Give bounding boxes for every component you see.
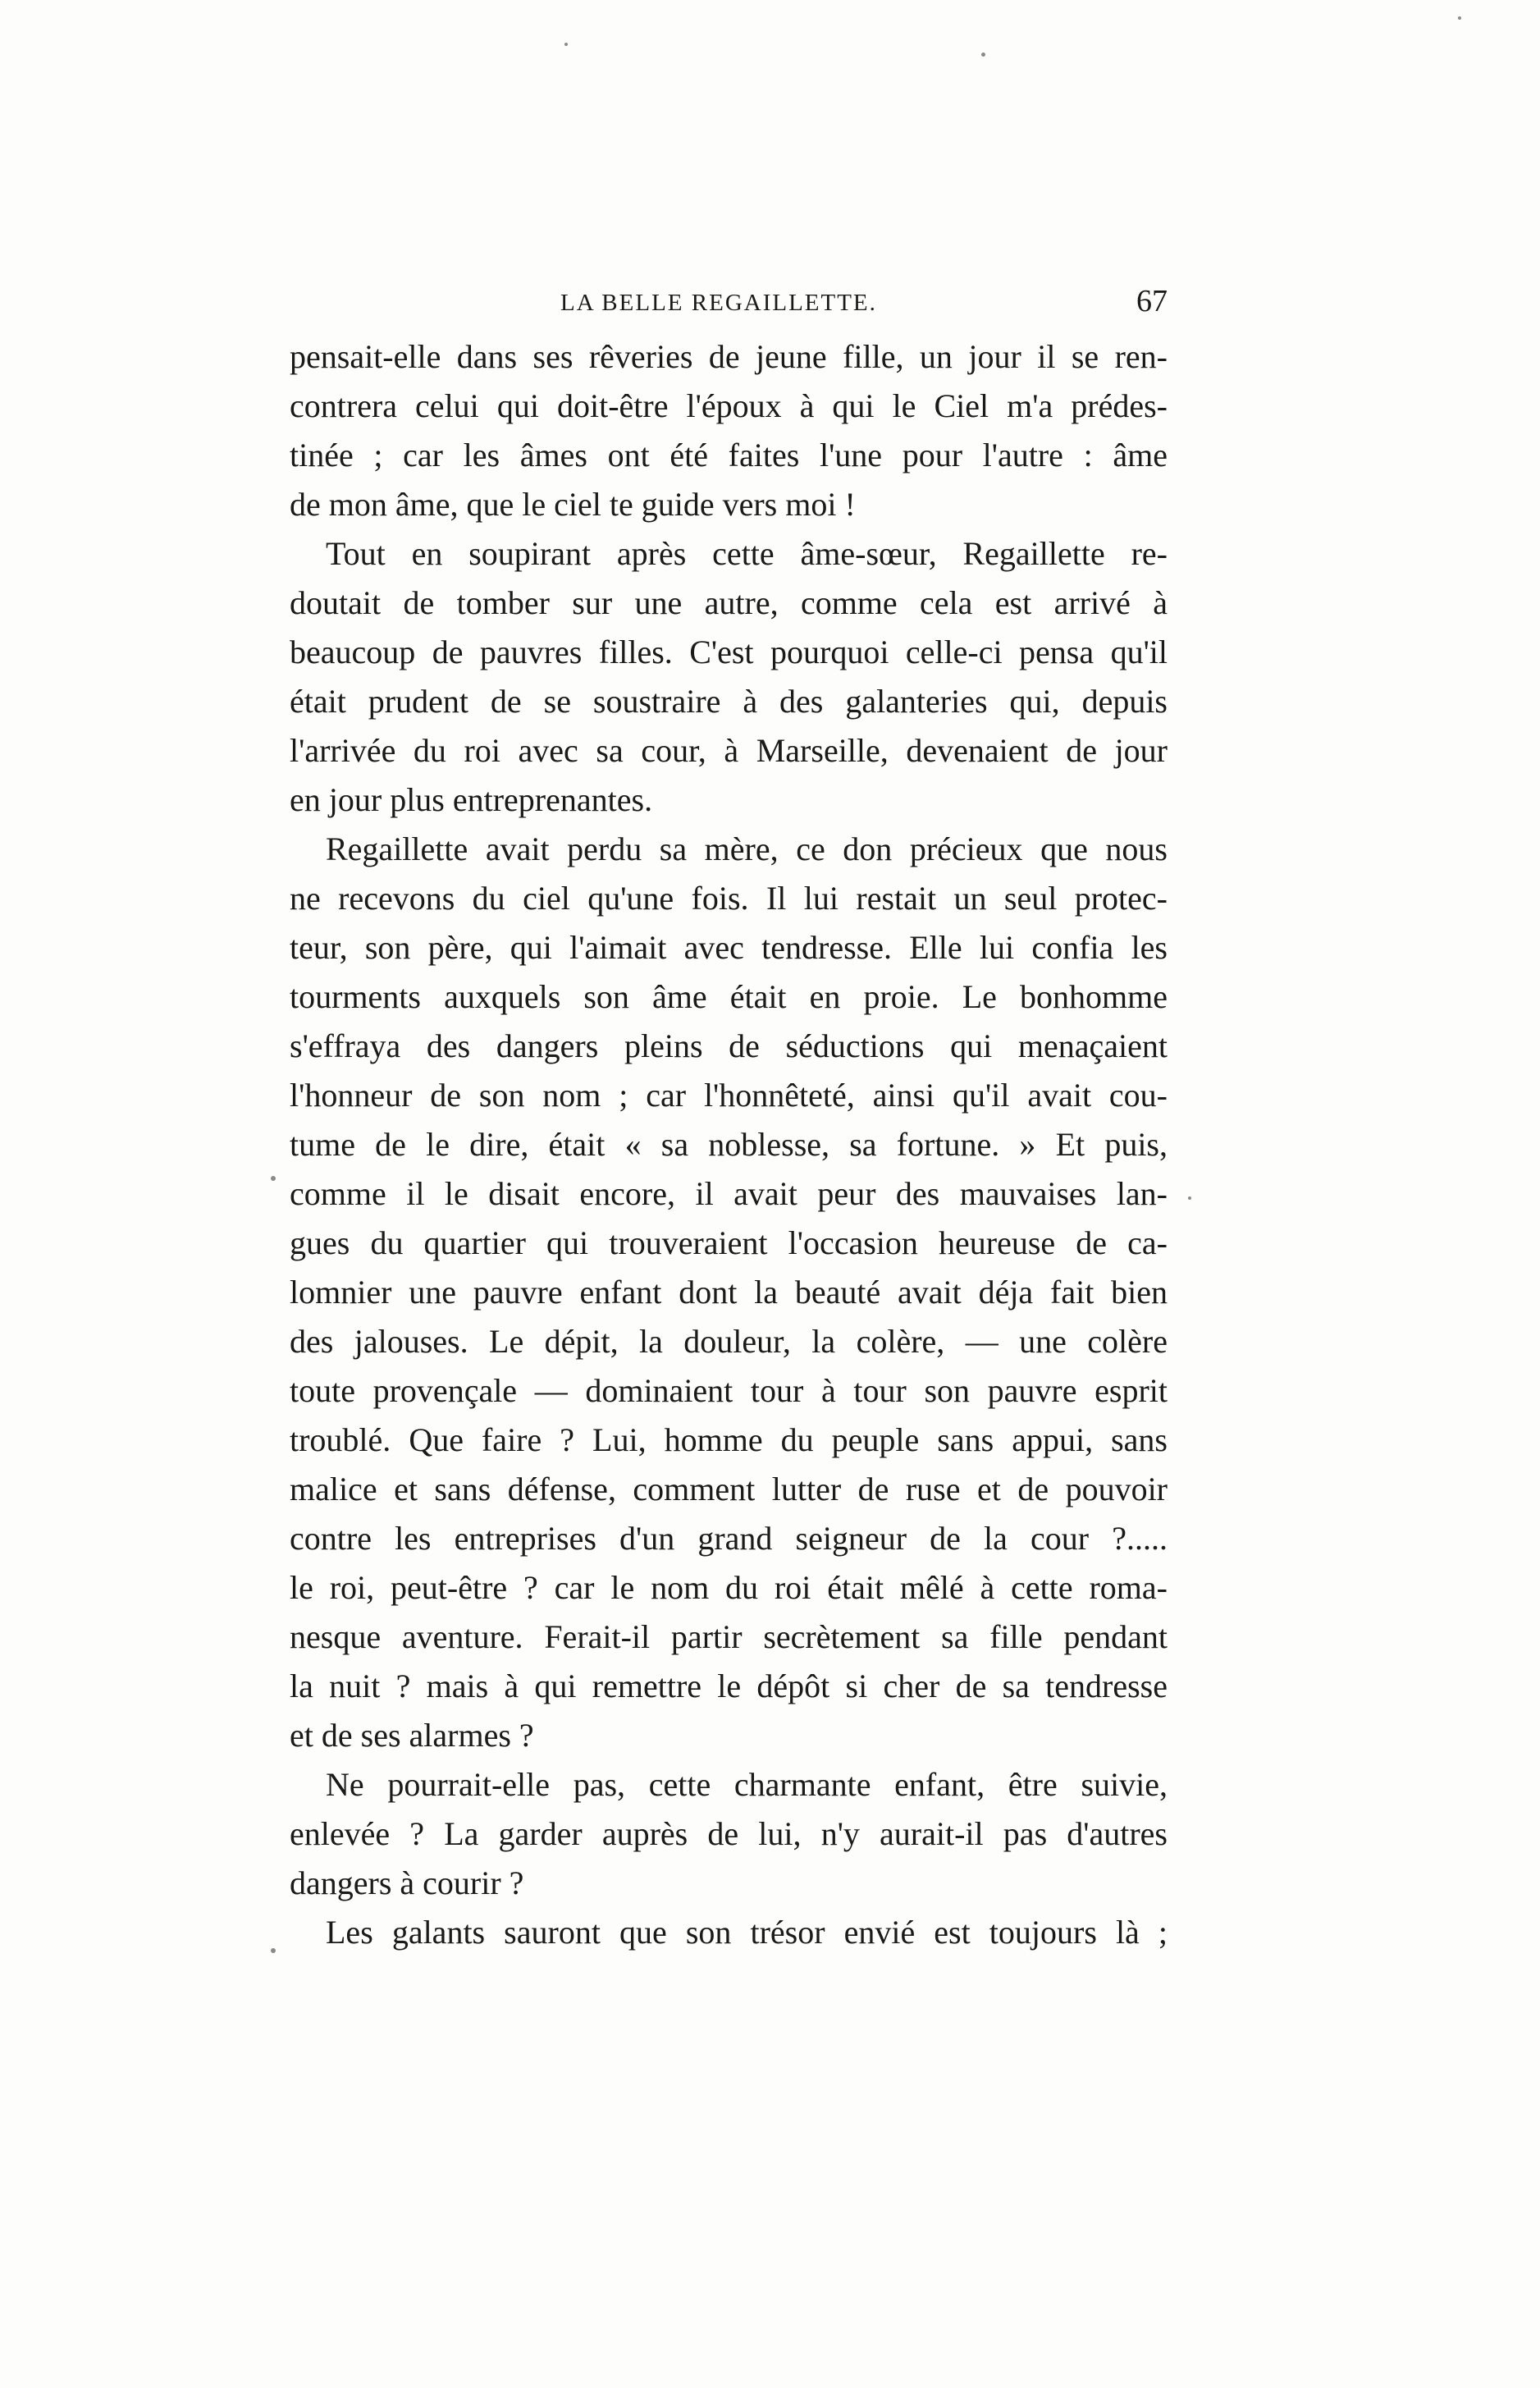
text-line: Ne pourrait-elle pas, cette charmante enfant, être suivie, — [326, 1766, 1168, 1803]
text-line: malice et sans défense, comment lutter de ruse et de pouvoir — [290, 1471, 1168, 1507]
text-line: teur, son père, qui l'aimait avec tendresse. Elle lui confia les — [290, 929, 1168, 966]
text-line: de mon âme, que le ciel te guide vers moi ! — [290, 486, 856, 523]
text-line: beaucoup de pauvres filles. C'est pourquoi celle-ci pensa qu'il — [290, 634, 1168, 670]
print-speck — [271, 1176, 276, 1181]
text-line: contrera celui qui doit-être l'époux à qui le Ciel m'a prédes- — [290, 387, 1168, 424]
text-line: Tout en soupirant après cette âme-sœur, Regaillette re- — [326, 535, 1168, 572]
text-line: tourments auxquels son âme était en proie. Le bonhomme — [290, 978, 1168, 1015]
text-line: Les galants sauront que son trésor envié est toujours là ; — [326, 1914, 1168, 1951]
print-speck — [981, 53, 985, 57]
text-line: tinée ; car les âmes ont été faites l'une pour l'autre : âme — [290, 437, 1168, 473]
text-line: en jour plus entreprenantes. — [290, 781, 653, 818]
text-line: doutait de tomber sur une autre, comme cela est arrivé à — [290, 584, 1168, 621]
text-line: gues du quartier qui trouveraient l'occasion heureuse de ca- — [290, 1224, 1168, 1261]
print-speck — [1188, 1196, 1191, 1200]
text-line: comme il le disait encore, il avait peur des mauvaises lan- — [290, 1175, 1168, 1212]
text-line: enlevée ? La garder auprès de lui, n'y aurait-il pas d'autres — [290, 1815, 1168, 1852]
page-number: 67 — [1136, 284, 1168, 318]
text-line: le roi, peut-être ? car le nom du roi était mêlé à cette roma- — [290, 1569, 1168, 1606]
text-line: contre les entreprises d'un grand seigneur de la cour ?..... — [290, 1520, 1168, 1557]
text-line: Regaillette avait perdu sa mère, ce don précieux que nous — [326, 830, 1168, 867]
text-line: pensait-elle dans ses rêveries de jeune fille, un jour il se ren- — [290, 338, 1168, 375]
text-line: troublé. Que faire ? Lui, homme du peuple sans appui, sans — [290, 1421, 1168, 1458]
body-text — [290, 332, 1168, 1957]
text-line: et de ses alarmes ? — [290, 1717, 534, 1754]
print-speck — [564, 43, 568, 46]
print-speck — [271, 1948, 276, 1953]
running-head — [290, 283, 1168, 324]
text-line: la nuit ? mais à qui remettre le dépôt si cher de sa tendresse — [290, 1667, 1168, 1704]
text-line: des jalouses. Le dépit, la douleur, la colère, — une colère — [290, 1323, 1168, 1360]
text-line: était prudent de se soustraire à des galanteries qui, depuis — [290, 683, 1168, 720]
text-line: toute provençale — dominaient tour à tour son pauvre esprit — [290, 1372, 1168, 1409]
print-speck — [1458, 16, 1461, 20]
text-line: tume de le dire, était « sa noblesse, sa fortune. » Et puis, — [290, 1126, 1168, 1163]
text-line: s'effraya des dangers pleins de séductions qui menaçaient — [290, 1027, 1168, 1064]
running-title: LA BELLE REGAILLETTE. — [560, 290, 877, 316]
text-line: lomnier une pauvre enfant dont la beauté avait déja fait bien — [290, 1274, 1168, 1311]
text-line: l'honneur de son nom ; car l'honnêteté, ainsi qu'il avait cou- — [290, 1077, 1168, 1114]
text-line: dangers à courir ? — [290, 1864, 524, 1901]
text-line: nesque aventure. Ferait-il partir secrètement sa fille pendant — [290, 1618, 1168, 1655]
text-line: ne recevons du ciel qu'une fois. Il lui restait un seul protec- — [290, 880, 1168, 917]
text-line: l'arrivée du roi avec sa cour, à Marseille, devenaient de jour — [290, 732, 1168, 769]
